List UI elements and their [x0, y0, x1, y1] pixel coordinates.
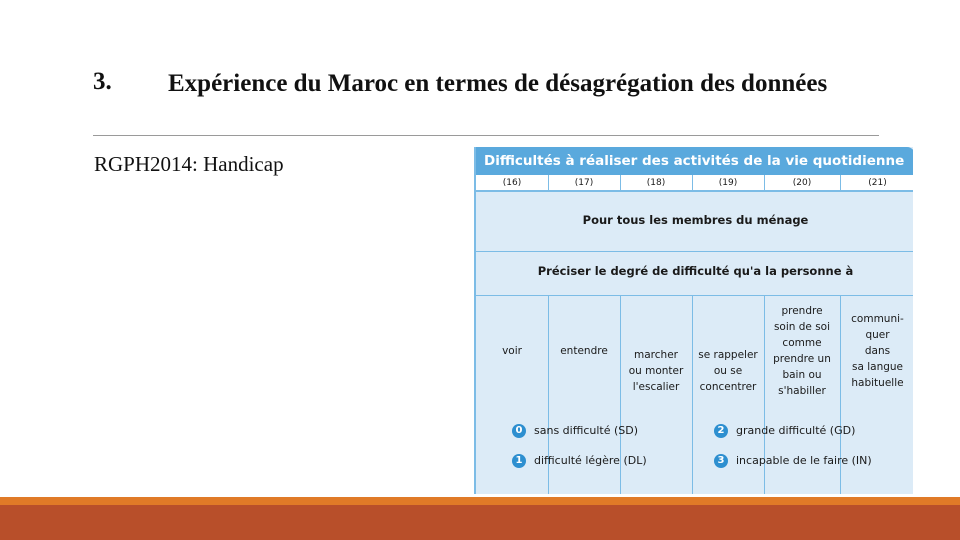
grid-line	[840, 175, 841, 192]
footer-bar	[0, 505, 960, 540]
column-number: (20)	[792, 178, 812, 188]
legend-item: 0 sans difficulté (SD)	[512, 423, 638, 439]
activity-marcher: marcher ou monter l'escalier	[628, 349, 684, 393]
column-number: (21)	[868, 178, 887, 188]
slide-number: 3.	[93, 68, 112, 95]
questionnaire-image	[474, 147, 913, 494]
grid-line	[548, 175, 549, 192]
column-number: (18)	[646, 178, 666, 188]
column-number: (17)	[574, 178, 594, 188]
difficulty-band: Préciser le degré de difficulté qu'a la personne à	[537, 264, 854, 278]
questionnaire-header: Difficultés à réaliser des activités de la vie quotidienne	[476, 147, 913, 175]
title-divider	[93, 135, 879, 136]
code-badge: 1	[512, 454, 526, 468]
activity-voir: voir	[502, 345, 522, 357]
column-number-row	[476, 175, 913, 192]
column-number: (16)	[502, 178, 522, 188]
column-number: (19)	[718, 178, 738, 188]
members-band: Pour tous les membres du ménage	[582, 213, 809, 227]
slide-subtitle: RGPH2014: Handicap	[94, 152, 284, 176]
activity-entendre: entendre	[560, 345, 608, 357]
activity-communiquer: communi- quer dans sa langue habituelle	[851, 313, 904, 389]
grid-line	[764, 175, 765, 192]
slide-title: Expérience du Maroc en termes de désagrégation des données	[168, 70, 828, 97]
code-badge: 3	[714, 454, 728, 468]
legend-item: 3 incapable de le faire (IN)	[714, 453, 872, 469]
grid-line	[476, 295, 913, 296]
activity-prendre-soin: prendre soin de soi comme prendre un bain ou s'habiller	[773, 305, 831, 397]
legend-item: 2 grande difficulté (GD)	[714, 423, 855, 439]
code-badge: 0	[512, 424, 526, 438]
grid-line	[620, 175, 621, 192]
grid-line	[692, 175, 693, 192]
legend-item: 1 difficulté légère (DL)	[512, 453, 647, 469]
code-badge: 2	[714, 424, 728, 438]
footer-accent-bar	[0, 497, 960, 505]
activity-se-rappeler: se rappeler ou se concentrer	[698, 349, 758, 393]
